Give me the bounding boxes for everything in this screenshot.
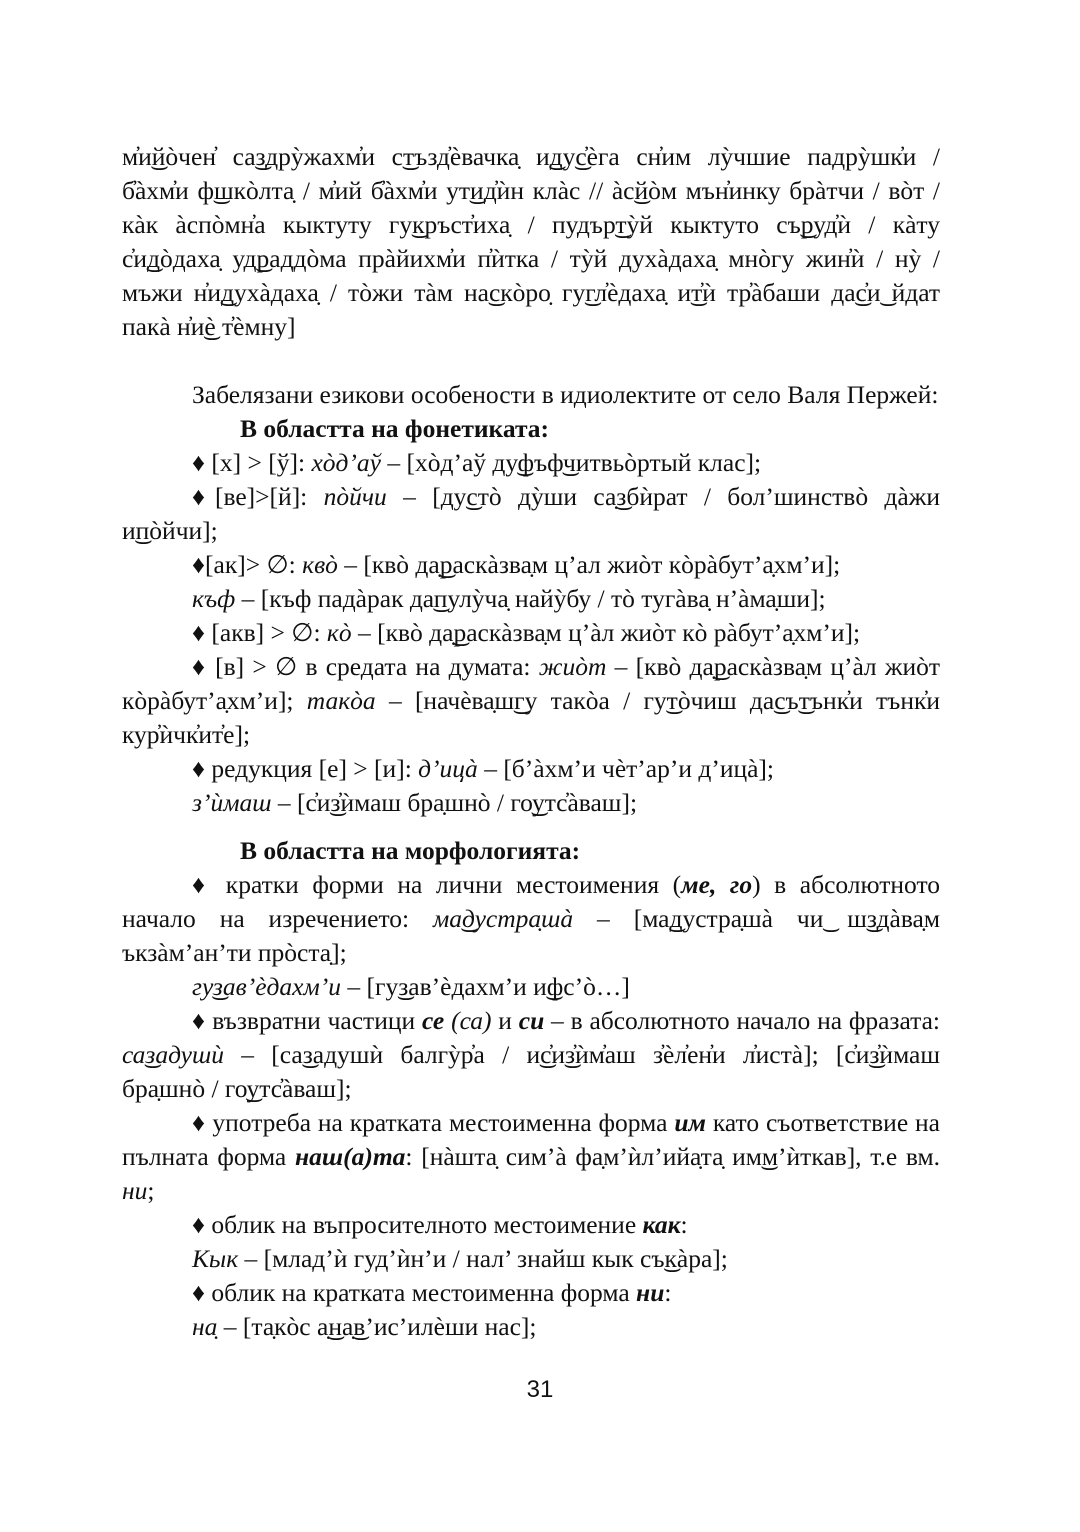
phon-item: ♦ [в] > ∅ в средата на думата: жиòт – [квò да̣͜раскàзва̣м ц’àл жиòт кòрàбут’а̣хм’и]; такòа – [начèва̣ш͜гу такòа / гу͜тòчиш да͜съ͜тънк̓и тънк̓и кур̓ѝчк̓ит̓е];: [122, 652, 941, 749]
phon-item: з’ѝмаш – [с̓и͜з̓ѝмаш бра̣шнò / го͜утс̓àваш];: [192, 788, 638, 817]
morph-item: ♦ възвратни частици се (са) и си – в абсолютното начало на фразата: са͜задушѝ – [са͜задушѝ балгỳр̓а / и͜с̓и͜з̓ѝм̓аш з̓èл̓ен̓и л̓истà]; [с̓и͜з̓ѝмаш бра̣шнò / го͜утс̓àваш];: [122, 1006, 941, 1103]
morph-item: на̣ – [та̣кòс а̣͜на̣͜в’ис’илèши нас];: [192, 1312, 537, 1341]
heading-morphology: В областта на морфологията:: [240, 836, 581, 865]
phon-item: ♦[ве]>[й]: пòйчи – [ду͜стò дỳши са̣͜збѝрат / бол’шинствò дàжи и͜пòйчи];: [122, 482, 940, 545]
phon-item: ♦[ак]> ∅: квò – [квò да̣͜раскàзва̣м ц’ал жиòт кòрàбут’а̣хм’и];: [192, 550, 841, 579]
page-text: [122, 140, 940, 1344]
morph-item: ♦ облик на кратката местоименна форма ни:: [192, 1278, 672, 1307]
morph-item: гу͜зав’èдахм’и – [гу͜зав’èдахм’и и͜фс’ò…]: [192, 972, 630, 1001]
intro-paragraph: м̓и͜йòчен̓ са͜здрỳжахм̓и с͜тъзд̓èвачка̣ и͜ду͜с̓èга сн̓им лỳчшие падрỳшк̓и / б̓àхм̓и ф͜шкòлта̣ / м̓ий б̓àхм̓и ут͜ид̓ѝн клàс // àс͜йòм мън̓инку брàтчи / вòт / кàк àспòмн̓а кыктуту гу͜кръст̓иха̣ / пудър͜тỳй кыктуто съ͜руд̓ѝ / кàту с̓и͜дòдаха̣ уд͜раддòма прàйихм̓и п̓ѝтка / тỳй духàдаха̣ мнòгу жин̓ѝ / нỳ / мъжи н̓и͜духàдаха̣ / тòжи тàм на͜скòро̣ гу͜гл̓èдаха̣ и͜т̓ѝ тр̓àбаши да͜с̓и͜ йдат пакà н̓и͜è т̓èмну]: [122, 142, 940, 341]
page-number: 31: [526, 1376, 554, 1403]
heading-phonetics: В областта на фонетиката:: [240, 414, 550, 443]
phon-item: къф – [къф падàрак да͜пулỳча̣ найỳбу / тò тугàва̣ н’àма̣ши];: [192, 584, 826, 613]
notes-intro: Забелязани езикови особености в идиолектите от село Валя Пержей:: [192, 380, 939, 409]
morph-item: ♦ облик на въпросителното местоимение как:: [192, 1210, 688, 1239]
morph-item: ♦ кратки форми на лични местоимения (ме, го) в абсолютното начало на изречението: ма͜дустра̣шà – [ма͜дустра̣шà чи͜ ш͜здàва̣м ъкзàм’ан’ти прòста̣];: [122, 870, 941, 967]
morph-item: Кык – [млад’ѝ гуд’ѝн’и / нал’ знайш кык съ͜кàра];: [192, 1244, 728, 1273]
morph-item: ♦ употреба на кратката местоименна форма им като съответствие на пълната форма наш(а)та: [нàшта̣ сим’à фа̣м’ѝл’ийа̣та̣ им͜м’ѝткав], т.е вм. ни;: [122, 1108, 940, 1205]
phon-item: ♦ [акв] > ∅: кò – [квò да̣͜раскàзва̣м ц’àл жиòт кò рàбут’а̣хм’и];: [192, 618, 861, 647]
phon-item: ♦ [х] > [ў]: хòд’аў – [хòд’аў ду͜фъф͜читвьòртый клас];: [192, 448, 762, 477]
phon-item: ♦ редукция [е] > [и]: д’ицà – [б’àхм’и чèт’ар’и д’ицà];: [192, 754, 775, 783]
